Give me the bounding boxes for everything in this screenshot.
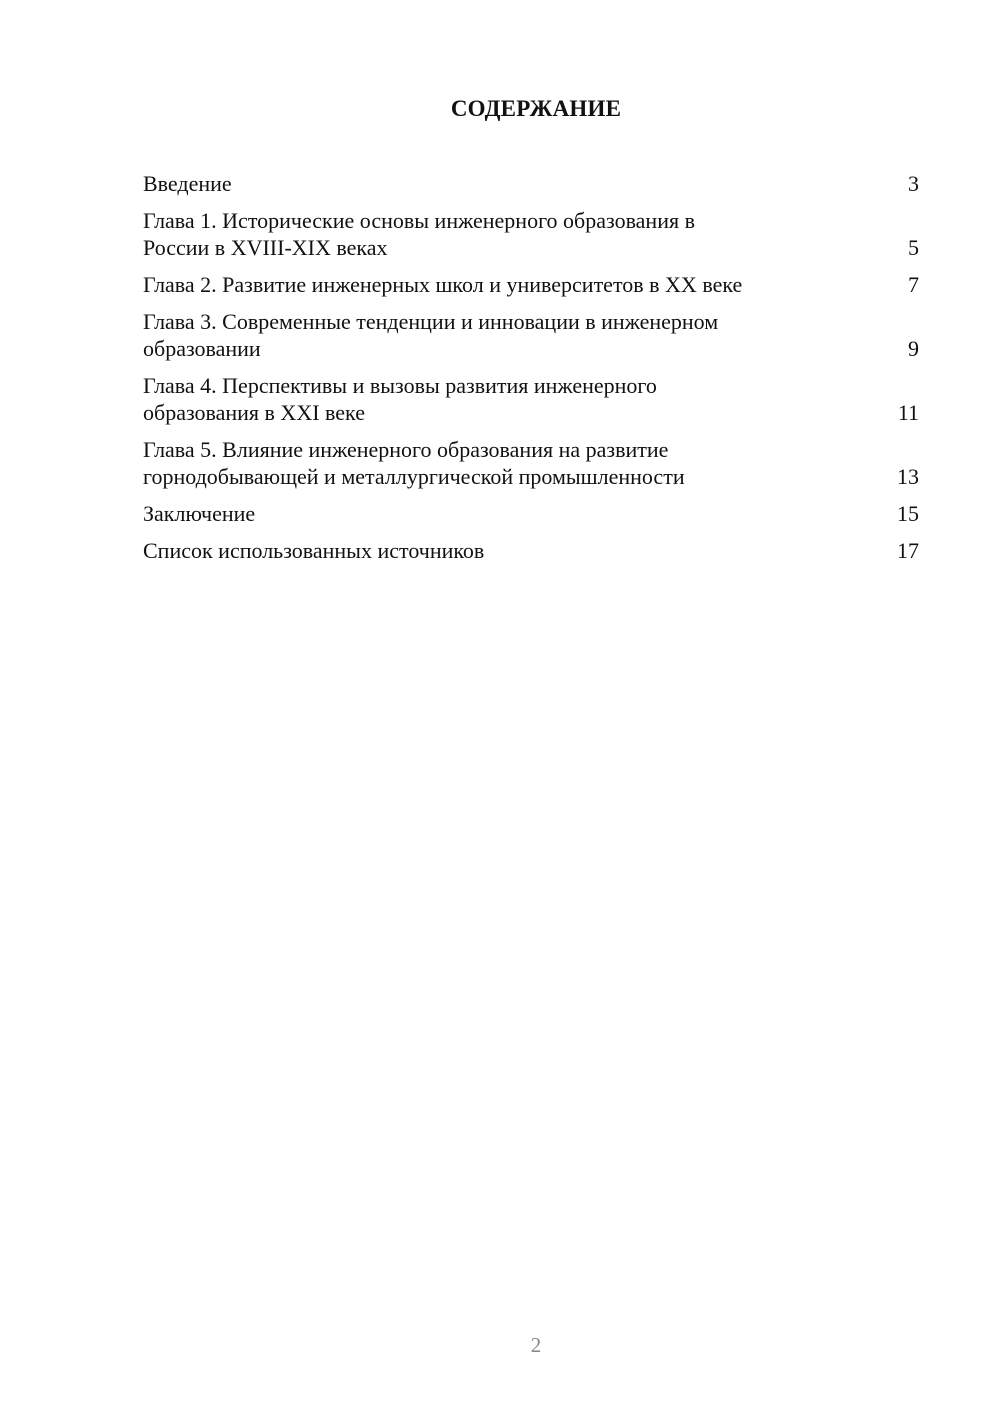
toc-entry-line: образовании: [143, 336, 261, 361]
toc-entry-chapter-3: [143, 308, 919, 362]
toc-entry-line: Заключение: [143, 501, 256, 526]
toc-entry-text: [143, 436, 889, 490]
table-of-contents: [143, 170, 919, 574]
toc-entry-conclusion: [143, 500, 919, 527]
toc-title: СОДЕРЖАНИЕ: [450, 96, 622, 121]
toc-entry-line: Глава 2. Развитие инженерных школ и университетов в XX веке: [143, 272, 743, 297]
toc-entry-page: 17: [897, 538, 919, 563]
toc-entry-page: 9: [908, 336, 919, 361]
toc-entry-page: 3: [908, 171, 919, 196]
toc-entry-page: 7: [908, 272, 919, 297]
toc-entry-line: России в XVIII-XIX веках: [143, 235, 388, 260]
toc-entry-text: [143, 537, 889, 564]
toc-entry-text: [143, 372, 889, 426]
toc-entry-line: Список использованных источников: [143, 538, 485, 563]
toc-entry-line: Глава 5. Влияние инженерного образования на развитие: [143, 437, 669, 462]
toc-entry-page: 11: [897, 400, 919, 425]
toc-entry-introduction: [143, 170, 919, 197]
toc-entry-line: горнодобывающей и металлургической промышленности: [143, 464, 685, 489]
toc-entry-chapter-2: [143, 271, 919, 298]
toc-entry-text: [143, 170, 889, 197]
toc-entry-line: образования в XXI веке: [143, 400, 365, 425]
toc-entry-page: 13: [897, 464, 919, 489]
toc-entry-line: Глава 3. Современные тенденции и инновации в инженерном: [143, 309, 719, 334]
toc-entry-text: [143, 500, 889, 527]
toc-entry-line: Глава 1. Исторические основы инженерного образования в: [143, 208, 695, 233]
toc-entry-page: 15: [897, 501, 919, 526]
toc-entry-references: [143, 537, 919, 564]
toc-entry-line: Глава 4. Перспективы и вызовы развития инженерного: [143, 373, 657, 398]
toc-entry-text: [143, 308, 889, 362]
toc-entry-chapter-1: [143, 207, 919, 261]
toc-entry-text: [143, 207, 889, 261]
toc-entry-page: 5: [908, 235, 919, 260]
toc-entry-chapter-5: [143, 436, 919, 490]
toc-entry-line: Введение: [143, 171, 232, 196]
toc-entry-text: [143, 271, 889, 298]
page-number: 2: [530, 1333, 542, 1357]
toc-entry-chapter-4: [143, 372, 919, 426]
